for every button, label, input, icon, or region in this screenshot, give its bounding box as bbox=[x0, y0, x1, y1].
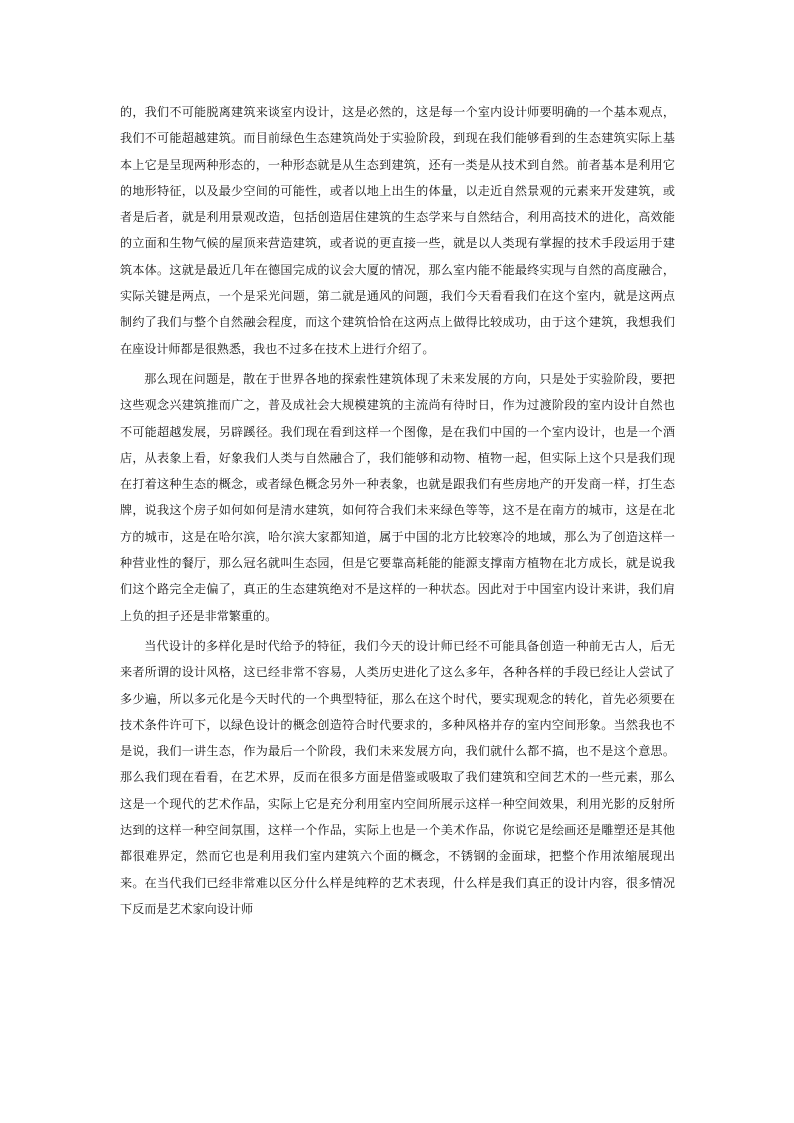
paragraph-2: 那么现在问题是，散在于世界各地的探索性建筑体现了未来发展的方向，只是处于实验阶段，要把这些观念兴建筑推而广之，普及成社会大规模建筑的主流尚有待时日，作为过渡阶段的室内设计自然也不可能超越发展，另辟蹊径。我们现在看到这样一个图像，是在我们中国的一个室内设计，也是一个酒店，从表象上看，好象我们人类与自然融合了，我们能够和动物、植物一起，但实际上这个只是我们现在打着这种生态的概念，或者绿色概念另外一种表象，也就是跟我们有些房地产的开发商一样，打生态牌，说我这个房子如何如何是清水建筑，如何符合我们未来绿色等等，这不是在南方的城市，这是在北方的城市，这是在哈尔滨，哈尔滨大家都知道，属于中国的北方比较寒冷的地域，那么为了创造这样一种营业性的餐厅，那么冠名就叫生态园，但是它要靠高耗能的能源支撑南方植物在北方成长，就是说我们这个路完全走偏了，真正的生态建筑绝对不是这样的一种状态。因此对于中国室内设计来讲，我们肩上负的担子还是非常繁重的。 bbox=[120, 371, 675, 623]
document-body bbox=[120, 99, 675, 922]
paragraph-1: 的，我们不可能脱离建筑来谈室内设计，这是必然的，这是每一个室内设计师要明确的一个基本观点，我们不可能超越建筑。而目前绿色生态建筑尚处于实验阶段，到现在我们能够看到的生态建筑实际上基本上它是呈现两种形态的，一种形态就是从生态到建筑，还有一类是从技术到自然。前者基本是利用它的地形特征，以及最少空间的可能性，或者以地上出生的体量，以走近自然景观的元素来开发建筑，或者是后者，就是利用景观改造，包括创造居住建筑的生态学来与自然结合，利用高技术的进化，高效能的立面和生物气候的屋顶来营造建筑，或者说的更直接一些，就是以人类现有掌握的技术手段运用于建筑本体。这就是最近几年在德国完成的议会大厦的情况，那么室内能不能最终实现与自然的高度融合，实际关键是两点，一个是采光问题，第二就是通风的问题，我们今天看看我们在这个室内，就是这两点制约了我们与整个自然融会程度，而这个建筑恰恰在这两点上做得比较成功，由于这个建筑，我想我们在座设计师都是很熟悉，我也不过多在技术上进行介绍了。 bbox=[120, 105, 675, 356]
paragraph-3: 当代设计的多样化是时代给予的特征，我们今天的设计师已经不可能具备创造一种前无古人，后无来者所谓的设计风格，这已经非常不容易，人类历史进化了这么多年，各种各样的手段已经让人尝试了多少遍，所以多元化是今天时代的一个典型特征，那么在这个时代，要实现观念的转化，首先必须要在技术条件许可下，以绿色设计的概念创造符合时代要求的，多种风格并存的室内空间形象。当然我也不是说，我们一讲生态，作为最后一个阶段，我们未来发展方向，我们就什么都不搞，也不是这个意思。那么我们现在看看，在艺术界，反而在很多方面是借鉴或吸取了我们建筑和空间艺术的一些元素，那么这是一个现代的艺术作品，实际上它是充分利用室内空间所展示这样一种空间效果，利用光影的反射所达到的这样一种空间氛围，这样一个作品，实际上也是一个美术作品，你说它是绘画还是雕塑还是其他都很难界定，然而它也是利用我们室内建筑六个面的概念，不锈钢的金面球，把整个作用浓缩展现出来。在当代我们已经非常难以区分什么样是纯粹的艺术表现，什么样是我们真正的设计内容，很多情况下反而是艺术家向设计师 bbox=[120, 638, 675, 916]
